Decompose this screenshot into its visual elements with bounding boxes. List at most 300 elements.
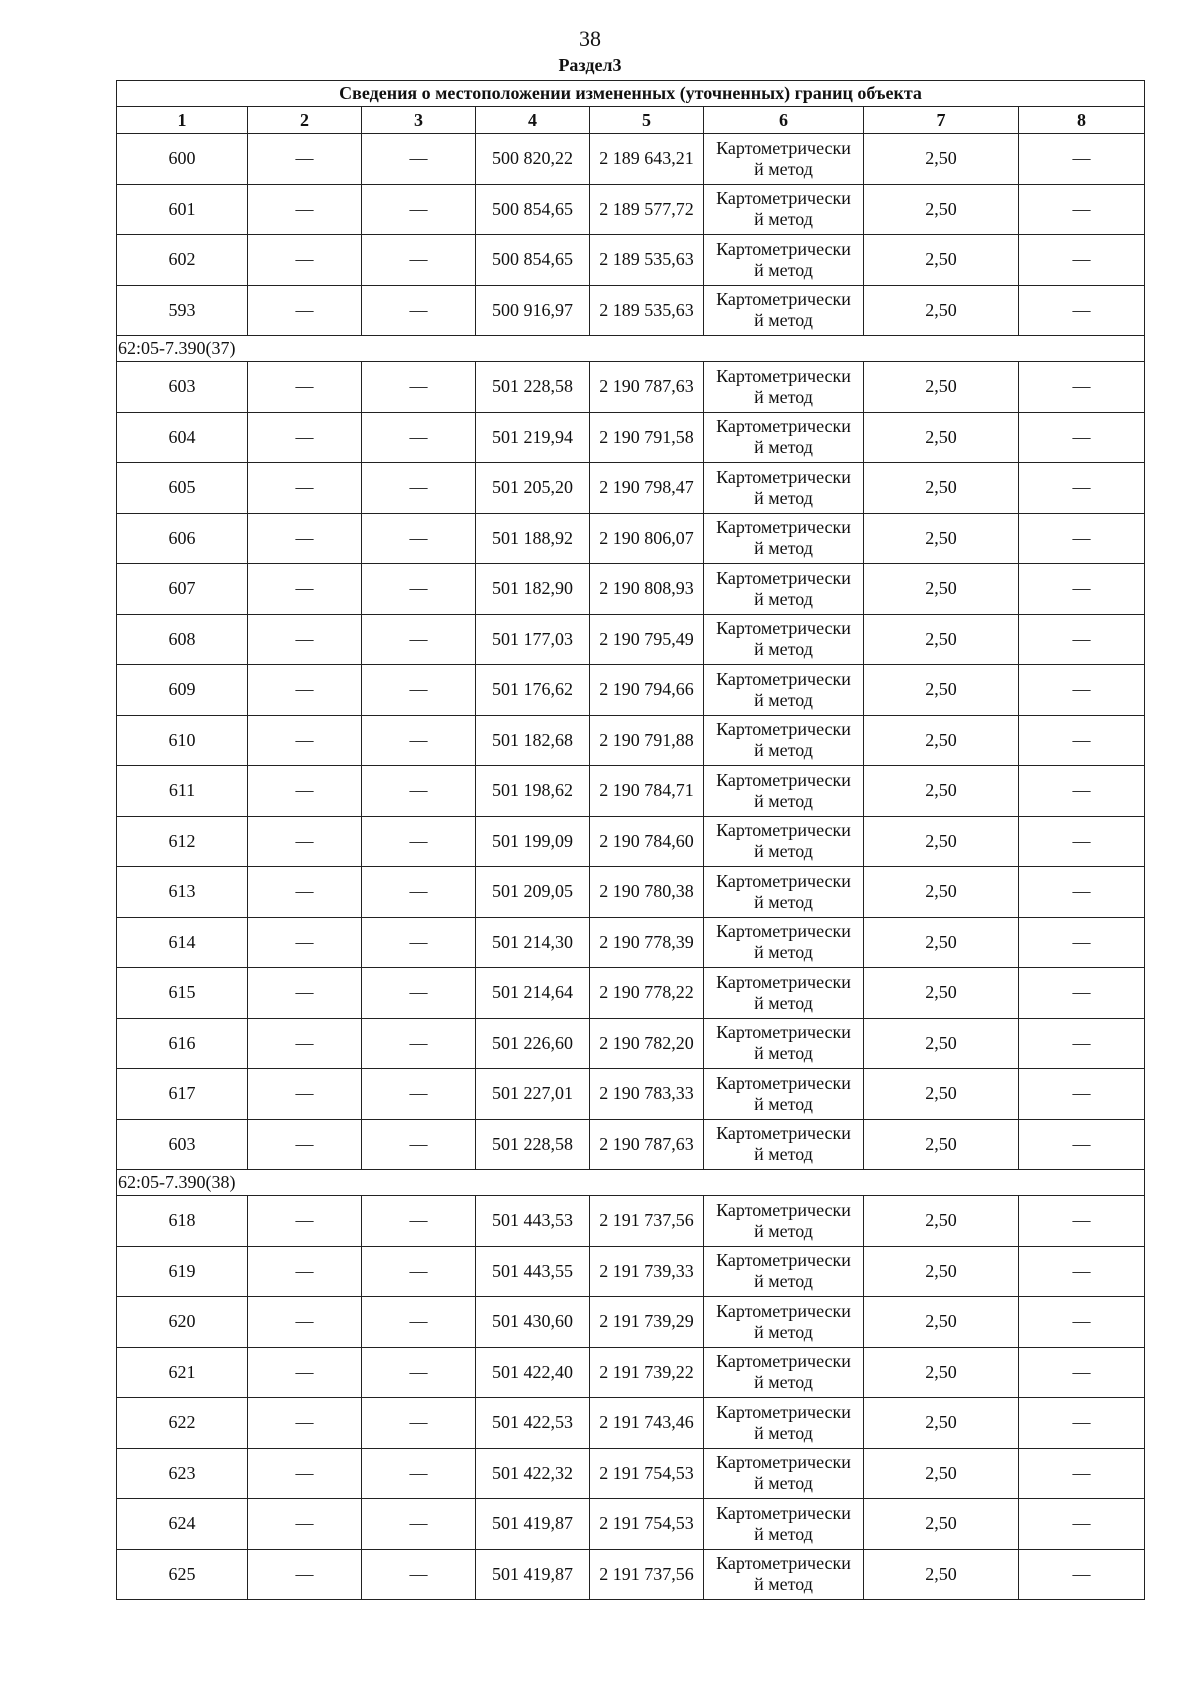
table-row <box>117 134 1145 185</box>
method-text-line: й метод <box>754 1043 813 1064</box>
method-text-line: Картометрически <box>716 1553 851 1574</box>
table-row <box>117 1246 1145 1297</box>
method-cell <box>704 968 864 1019</box>
empty-dash-cell: — <box>362 968 476 1019</box>
accuracy-cell: 2,50 <box>864 1196 1019 1247</box>
table-row <box>117 766 1145 817</box>
method-text-line: й метод <box>754 1372 813 1393</box>
method-text-line: Картометрически <box>716 1401 851 1422</box>
empty-dash-cell: — <box>248 1398 362 1449</box>
method-text-line: Картометрически <box>716 618 851 639</box>
x-coordinate-cell: 501 443,55 <box>476 1246 590 1297</box>
empty-dash-cell: — <box>1019 766 1145 817</box>
method-cell <box>704 1499 864 1550</box>
point-number-cell: 593 <box>117 285 248 336</box>
boundary-coordinates-table <box>116 80 1145 1600</box>
method-text-line: й метод <box>754 386 813 407</box>
column-header: 7 <box>864 107 1019 134</box>
method-cell <box>704 715 864 766</box>
method-text-line: й метод <box>754 942 813 963</box>
empty-dash-cell: — <box>248 614 362 665</box>
empty-dash-cell: — <box>362 715 476 766</box>
table-row <box>117 614 1145 665</box>
empty-dash-cell: — <box>248 1347 362 1398</box>
y-coordinate-cell: 2 191 737,56 <box>590 1196 704 1247</box>
empty-dash-cell: — <box>362 1297 476 1348</box>
method-cell <box>704 412 864 463</box>
method-text-line: й метод <box>754 1422 813 1443</box>
accuracy-cell: 2,50 <box>864 1246 1019 1297</box>
empty-dash-cell: — <box>362 1499 476 1550</box>
method-text-line: Картометрически <box>716 921 851 942</box>
table-row <box>117 184 1145 235</box>
y-coordinate-cell: 2 190 795,49 <box>590 614 704 665</box>
method-cell <box>704 134 864 185</box>
method-text-line: Картометрически <box>716 870 851 891</box>
accuracy-cell: 2,50 <box>864 614 1019 665</box>
point-number-cell: 603 <box>117 1119 248 1170</box>
empty-dash-cell: — <box>1019 285 1145 336</box>
empty-dash-cell: — <box>362 1448 476 1499</box>
empty-dash-cell: — <box>1019 463 1145 514</box>
accuracy-cell: 2,50 <box>864 1069 1019 1120</box>
empty-dash-cell: — <box>248 463 362 514</box>
empty-dash-cell: — <box>248 1246 362 1297</box>
y-coordinate-cell: 2 189 535,63 <box>590 235 704 286</box>
y-coordinate-cell: 2 190 784,60 <box>590 816 704 867</box>
table-row <box>117 1347 1145 1398</box>
method-text-line: Картометрически <box>716 365 851 386</box>
empty-dash-cell: — <box>248 184 362 235</box>
table-row <box>117 665 1145 716</box>
y-coordinate-cell: 2 191 754,53 <box>590 1448 704 1499</box>
method-text-line: й метод <box>754 740 813 761</box>
parcel-group-label: 62:05-7.390(38) <box>117 1170 1145 1196</box>
method-cell <box>704 1069 864 1120</box>
accuracy-cell: 2,50 <box>864 1499 1019 1550</box>
accuracy-cell: 2,50 <box>864 766 1019 817</box>
method-cell <box>704 564 864 615</box>
empty-dash-cell: — <box>248 1549 362 1600</box>
y-coordinate-cell: 2 190 780,38 <box>590 867 704 918</box>
method-text-line: Картометрически <box>716 1250 851 1271</box>
point-number-cell: 611 <box>117 766 248 817</box>
accuracy-cell: 2,50 <box>864 513 1019 564</box>
empty-dash-cell: — <box>1019 665 1145 716</box>
method-text-line: й метод <box>754 790 813 811</box>
accuracy-cell: 2,50 <box>864 867 1019 918</box>
method-cell <box>704 614 864 665</box>
y-coordinate-cell: 2 190 778,39 <box>590 917 704 968</box>
method-text-line: Картометрически <box>716 238 851 259</box>
y-coordinate-cell: 2 190 798,47 <box>590 463 704 514</box>
accuracy-cell: 2,50 <box>864 463 1019 514</box>
y-coordinate-cell: 2 191 737,56 <box>590 1549 704 1600</box>
y-coordinate-cell: 2 190 784,71 <box>590 766 704 817</box>
empty-dash-cell: — <box>362 665 476 716</box>
point-number-cell: 624 <box>117 1499 248 1550</box>
point-number-cell: 622 <box>117 1398 248 1449</box>
empty-dash-cell: — <box>362 1069 476 1120</box>
y-coordinate-cell: 2 190 778,22 <box>590 968 704 1019</box>
empty-dash-cell: — <box>362 1018 476 1069</box>
accuracy-cell: 2,50 <box>864 1018 1019 1069</box>
empty-dash-cell: — <box>1019 1069 1145 1120</box>
method-text-line: й метод <box>754 1093 813 1114</box>
table-row <box>117 235 1145 286</box>
table-caption: Сведения о местоположении измененных (уточненных) границ объекта <box>117 81 1145 107</box>
accuracy-cell: 2,50 <box>864 715 1019 766</box>
table-row <box>117 1297 1145 1348</box>
empty-dash-cell: — <box>362 1246 476 1297</box>
empty-dash-cell: — <box>1019 235 1145 286</box>
x-coordinate-cell: 501 182,90 <box>476 564 590 615</box>
x-coordinate-cell: 500 854,65 <box>476 184 590 235</box>
y-coordinate-cell: 2 190 782,20 <box>590 1018 704 1069</box>
method-text-line: Картометрически <box>716 719 851 740</box>
point-number-cell: 602 <box>117 235 248 286</box>
empty-dash-cell: — <box>362 134 476 185</box>
method-text-line: Картометрически <box>716 1199 851 1220</box>
accuracy-cell: 2,50 <box>864 564 1019 615</box>
x-coordinate-cell: 501 214,30 <box>476 917 590 968</box>
empty-dash-cell: — <box>1019 513 1145 564</box>
y-coordinate-cell: 2 190 791,58 <box>590 412 704 463</box>
empty-dash-cell: — <box>1019 134 1145 185</box>
accuracy-cell: 2,50 <box>864 1347 1019 1398</box>
point-number-cell: 620 <box>117 1297 248 1348</box>
point-number-cell: 621 <box>117 1347 248 1398</box>
method-text-line: Картометрически <box>716 466 851 487</box>
method-text-line: Картометрически <box>716 1351 851 1372</box>
empty-dash-cell: — <box>248 867 362 918</box>
x-coordinate-cell: 500 820,22 <box>476 134 590 185</box>
empty-dash-cell: — <box>362 412 476 463</box>
empty-dash-cell: — <box>248 1196 362 1247</box>
y-coordinate-cell: 2 191 754,53 <box>590 1499 704 1550</box>
accuracy-cell: 2,50 <box>864 184 1019 235</box>
y-coordinate-cell: 2 190 787,63 <box>590 362 704 413</box>
column-header: 2 <box>248 107 362 134</box>
point-number-cell: 605 <box>117 463 248 514</box>
method-text-line: Картометрически <box>716 416 851 437</box>
method-cell <box>704 917 864 968</box>
point-number-cell: 623 <box>117 1448 248 1499</box>
method-cell <box>704 1398 864 1449</box>
method-cell <box>704 1549 864 1600</box>
method-text-line: Картометрически <box>716 1123 851 1144</box>
table-row <box>117 1119 1145 1170</box>
y-coordinate-cell: 2 191 739,22 <box>590 1347 704 1398</box>
accuracy-cell: 2,50 <box>864 235 1019 286</box>
point-number-cell: 608 <box>117 614 248 665</box>
method-text-line: Картометрически <box>716 188 851 209</box>
table-header-row <box>117 107 1145 134</box>
table-row <box>117 968 1145 1019</box>
method-cell <box>704 867 864 918</box>
accuracy-cell: 2,50 <box>864 816 1019 867</box>
x-coordinate-cell: 501 422,32 <box>476 1448 590 1499</box>
point-number-cell: 601 <box>117 184 248 235</box>
empty-dash-cell: — <box>248 766 362 817</box>
y-coordinate-cell: 2 190 791,88 <box>590 715 704 766</box>
x-coordinate-cell: 501 188,92 <box>476 513 590 564</box>
method-text-line: Картометрически <box>716 668 851 689</box>
x-coordinate-cell: 501 430,60 <box>476 1297 590 1348</box>
accuracy-cell: 2,50 <box>864 917 1019 968</box>
y-coordinate-cell: 2 190 783,33 <box>590 1069 704 1120</box>
method-text-line: й метод <box>754 1473 813 1494</box>
accuracy-cell: 2,50 <box>864 1398 1019 1449</box>
point-number-cell: 613 <box>117 867 248 918</box>
method-cell <box>704 1297 864 1348</box>
method-cell <box>704 665 864 716</box>
point-number-cell: 625 <box>117 1549 248 1600</box>
empty-dash-cell: — <box>362 816 476 867</box>
point-number-cell: 618 <box>117 1196 248 1247</box>
empty-dash-cell: — <box>1019 1196 1145 1247</box>
table-row <box>117 1018 1145 1069</box>
accuracy-cell: 2,50 <box>864 285 1019 336</box>
point-number-cell: 603 <box>117 362 248 413</box>
table-row <box>117 1398 1145 1449</box>
point-number-cell: 615 <box>117 968 248 1019</box>
empty-dash-cell: — <box>1019 412 1145 463</box>
page-number: 38 <box>579 26 601 51</box>
empty-dash-cell: — <box>362 564 476 615</box>
method-text-line: й метод <box>754 158 813 179</box>
x-coordinate-cell: 501 199,09 <box>476 816 590 867</box>
empty-dash-cell: — <box>1019 1018 1145 1069</box>
method-text-line: й метод <box>754 841 813 862</box>
method-cell <box>704 1119 864 1170</box>
method-cell <box>704 816 864 867</box>
column-header: 1 <box>117 107 248 134</box>
empty-dash-cell: — <box>1019 1119 1145 1170</box>
empty-dash-cell: — <box>1019 917 1145 968</box>
method-cell <box>704 184 864 235</box>
empty-dash-cell: — <box>1019 184 1145 235</box>
x-coordinate-cell: 501 228,58 <box>476 1119 590 1170</box>
table-row <box>117 513 1145 564</box>
empty-dash-cell: — <box>248 412 362 463</box>
method-text-line: й метод <box>754 259 813 280</box>
table-row <box>117 1499 1145 1550</box>
point-number-cell: 607 <box>117 564 248 615</box>
table-row <box>117 715 1145 766</box>
empty-dash-cell: — <box>248 1069 362 1120</box>
table-row <box>117 917 1145 968</box>
empty-dash-cell: — <box>248 134 362 185</box>
method-text-line: й метод <box>754 538 813 559</box>
empty-dash-cell: — <box>362 1119 476 1170</box>
empty-dash-cell: — <box>248 917 362 968</box>
x-coordinate-cell: 501 198,62 <box>476 766 590 817</box>
parcel-group-row <box>117 336 1145 362</box>
empty-dash-cell: — <box>248 1499 362 1550</box>
point-number-cell: 600 <box>117 134 248 185</box>
x-coordinate-cell: 501 209,05 <box>476 867 590 918</box>
empty-dash-cell: — <box>248 235 362 286</box>
method-text-line: й метод <box>754 689 813 710</box>
method-cell <box>704 1246 864 1297</box>
x-coordinate-cell: 501 227,01 <box>476 1069 590 1120</box>
empty-dash-cell: — <box>248 1297 362 1348</box>
method-text-line: Картометрически <box>716 769 851 790</box>
accuracy-cell: 2,50 <box>864 665 1019 716</box>
method-text-line: й метод <box>754 639 813 660</box>
method-text-line: Картометрически <box>716 289 851 310</box>
method-text-line: Картометрически <box>716 517 851 538</box>
empty-dash-cell: — <box>1019 564 1145 615</box>
empty-dash-cell: — <box>1019 715 1145 766</box>
empty-dash-cell: — <box>1019 1297 1145 1348</box>
table-row <box>117 816 1145 867</box>
column-header: 4 <box>476 107 590 134</box>
empty-dash-cell: — <box>362 463 476 514</box>
method-text-line: й метод <box>754 891 813 912</box>
empty-dash-cell: — <box>1019 867 1145 918</box>
accuracy-cell: 2,50 <box>864 1297 1019 1348</box>
x-coordinate-cell: 501 419,87 <box>476 1499 590 1550</box>
y-coordinate-cell: 2 190 794,66 <box>590 665 704 716</box>
point-number-cell: 609 <box>117 665 248 716</box>
table-row <box>117 867 1145 918</box>
empty-dash-cell: — <box>1019 1549 1145 1600</box>
method-text-line: й метод <box>754 1574 813 1595</box>
empty-dash-cell: — <box>1019 362 1145 413</box>
table-row <box>117 1448 1145 1499</box>
empty-dash-cell: — <box>362 235 476 286</box>
method-text-line: Картометрически <box>716 1452 851 1473</box>
empty-dash-cell: — <box>1019 614 1145 665</box>
point-number-cell: 610 <box>117 715 248 766</box>
method-text-line: й метод <box>754 1321 813 1342</box>
table-row <box>117 1196 1145 1247</box>
point-number-cell: 614 <box>117 917 248 968</box>
empty-dash-cell: — <box>1019 1499 1145 1550</box>
point-number-cell: 606 <box>117 513 248 564</box>
x-coordinate-cell: 501 177,03 <box>476 614 590 665</box>
x-coordinate-cell: 500 854,65 <box>476 235 590 286</box>
method-text-line: й метод <box>754 992 813 1013</box>
method-cell <box>704 1448 864 1499</box>
y-coordinate-cell: 2 190 806,07 <box>590 513 704 564</box>
method-text-line: Картометрически <box>716 1022 851 1043</box>
column-header: 3 <box>362 107 476 134</box>
table-row <box>117 362 1145 413</box>
empty-dash-cell: — <box>1019 1448 1145 1499</box>
column-header: 6 <box>704 107 864 134</box>
empty-dash-cell: — <box>362 1549 476 1600</box>
empty-dash-cell: — <box>1019 1398 1145 1449</box>
x-coordinate-cell: 501 228,58 <box>476 362 590 413</box>
section-title: Раздел3 <box>558 55 622 75</box>
parcel-group-row <box>117 1170 1145 1196</box>
empty-dash-cell: — <box>248 1018 362 1069</box>
empty-dash-cell: — <box>248 816 362 867</box>
method-text-line: Картометрически <box>716 567 851 588</box>
empty-dash-cell: — <box>362 917 476 968</box>
accuracy-cell: 2,50 <box>864 968 1019 1019</box>
table-row <box>117 463 1145 514</box>
table-row <box>117 412 1145 463</box>
x-coordinate-cell: 501 422,53 <box>476 1398 590 1449</box>
x-coordinate-cell: 501 182,68 <box>476 715 590 766</box>
point-number-cell: 619 <box>117 1246 248 1297</box>
y-coordinate-cell: 2 191 739,33 <box>590 1246 704 1297</box>
empty-dash-cell: — <box>248 1448 362 1499</box>
accuracy-cell: 2,50 <box>864 1119 1019 1170</box>
x-coordinate-cell: 501 419,87 <box>476 1549 590 1600</box>
empty-dash-cell: — <box>362 513 476 564</box>
point-number-cell: 612 <box>117 816 248 867</box>
table-row <box>117 1549 1145 1600</box>
method-cell <box>704 463 864 514</box>
method-text-line: Картометрически <box>716 1300 851 1321</box>
empty-dash-cell: — <box>362 1398 476 1449</box>
method-cell <box>704 285 864 336</box>
x-coordinate-cell: 501 219,94 <box>476 412 590 463</box>
method-text-line: й метод <box>754 487 813 508</box>
empty-dash-cell: — <box>362 184 476 235</box>
empty-dash-cell: — <box>248 1119 362 1170</box>
parcel-group-label: 62:05-7.390(37) <box>117 336 1145 362</box>
empty-dash-cell: — <box>248 715 362 766</box>
point-number-cell: 604 <box>117 412 248 463</box>
method-text-line: й метод <box>754 310 813 331</box>
y-coordinate-cell: 2 190 787,63 <box>590 1119 704 1170</box>
method-cell <box>704 1347 864 1398</box>
y-coordinate-cell: 2 191 739,29 <box>590 1297 704 1348</box>
method-text-line: й метод <box>754 1523 813 1544</box>
empty-dash-cell: — <box>362 1196 476 1247</box>
method-text-line: й метод <box>754 1220 813 1241</box>
column-header: 8 <box>1019 107 1145 134</box>
method-text-line: Картометрически <box>716 971 851 992</box>
method-text-line: й метод <box>754 437 813 458</box>
method-text-line: Картометрически <box>716 137 851 158</box>
method-cell <box>704 235 864 286</box>
accuracy-cell: 2,50 <box>864 412 1019 463</box>
empty-dash-cell: — <box>1019 816 1145 867</box>
x-coordinate-cell: 501 422,40 <box>476 1347 590 1398</box>
empty-dash-cell: — <box>362 362 476 413</box>
empty-dash-cell: — <box>362 614 476 665</box>
method-text-line: Картометрически <box>716 1072 851 1093</box>
table-row <box>117 285 1145 336</box>
method-cell <box>704 766 864 817</box>
x-coordinate-cell: 501 205,20 <box>476 463 590 514</box>
y-coordinate-cell: 2 189 577,72 <box>590 184 704 235</box>
method-cell <box>704 513 864 564</box>
y-coordinate-cell: 2 189 643,21 <box>590 134 704 185</box>
x-coordinate-cell: 501 226,60 <box>476 1018 590 1069</box>
x-coordinate-cell: 501 214,64 <box>476 968 590 1019</box>
table-caption-row <box>117 81 1145 107</box>
accuracy-cell: 2,50 <box>864 1448 1019 1499</box>
y-coordinate-cell: 2 190 808,93 <box>590 564 704 615</box>
empty-dash-cell: — <box>362 766 476 817</box>
empty-dash-cell: — <box>362 867 476 918</box>
column-header: 5 <box>590 107 704 134</box>
empty-dash-cell: — <box>248 968 362 1019</box>
accuracy-cell: 2,50 <box>864 1549 1019 1600</box>
empty-dash-cell: — <box>248 285 362 336</box>
empty-dash-cell: — <box>362 285 476 336</box>
empty-dash-cell: — <box>1019 1347 1145 1398</box>
accuracy-cell: 2,50 <box>864 134 1019 185</box>
